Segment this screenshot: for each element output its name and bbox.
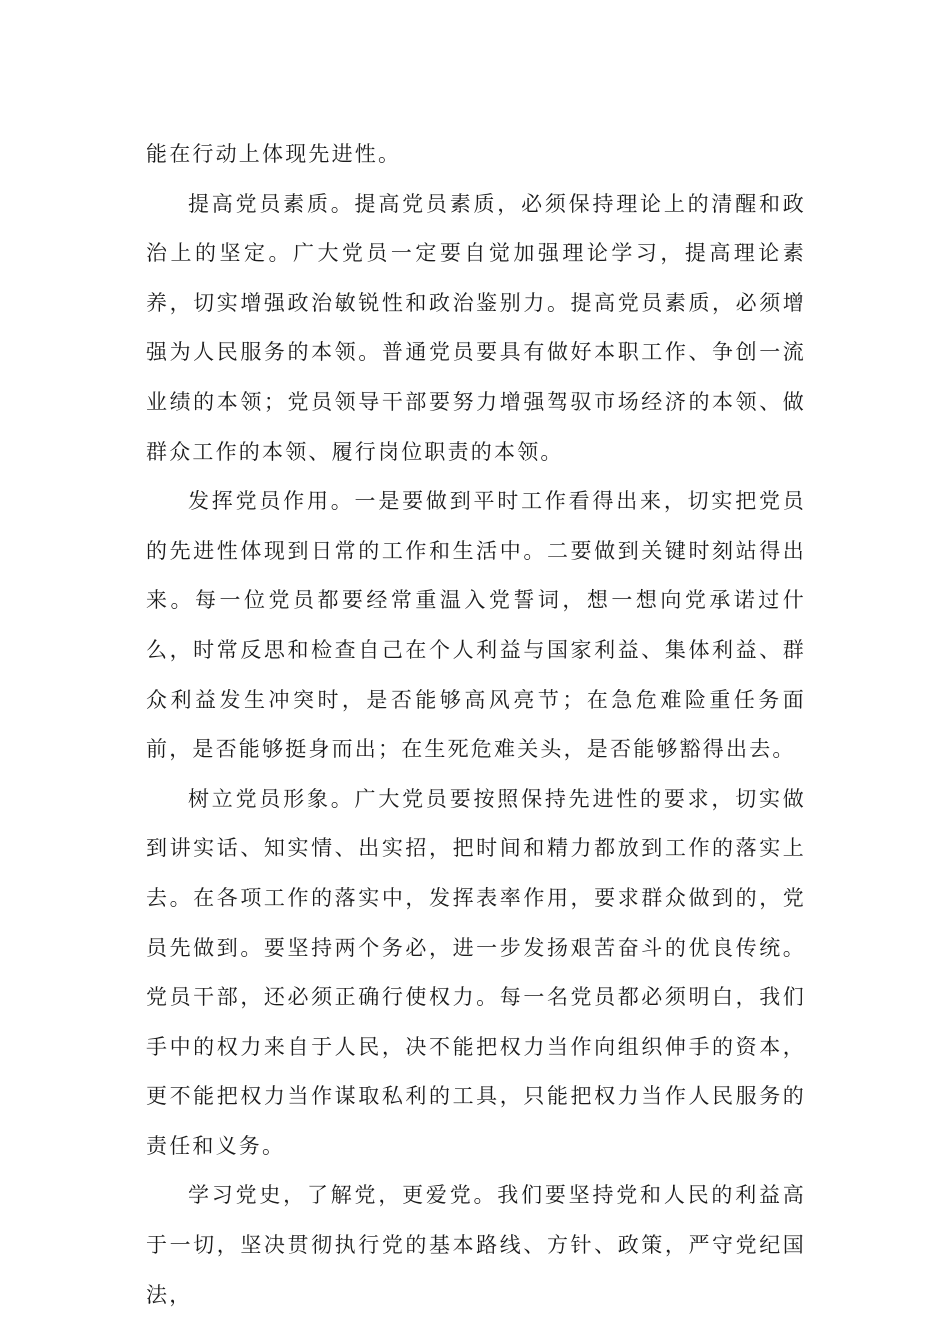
paragraph-study-history: 学习党史，了解党，更爱党。我们要坚持党和人民的利益高于一切，坚决贯彻执行党的基本路线、方针、政策，严守党纪国法， bbox=[146, 1183, 806, 1307]
paragraph-continuation: 能在行动上体现先进性。 bbox=[146, 142, 402, 166]
paragraph-improve-quality: 提高党员素质。提高党员素质，必须保持理论上的清醒和政治上的坚定。广大党员一定要自觉加强理论学习，提高理论素养，切实增强政治敏锐性和政治鉴别力。提高党员素质，必须增强为人民服务的本领。普通党员要具有做好本职工作、争创一流业绩的本领；党员领导干部要努力增强驾驭市场经济的本领、做群众工作的本领、履行岗位职责的本领。 bbox=[146, 191, 806, 464]
paragraph-play-role: 发挥党员作用。一是要做到平时工作看得出来，切实把党员的先进性体现到日常的工作和生活中。二要做到关键时刻站得出来。每一位党员都要经常重温入党誓词，想一想向党承诺过什么，时常反思和检查自己在个人利益与国家利益、集体利益、群众利益发生冲突时，是否能够高风亮节；在急危难险重任务面前，是否能够挺身而出；在生死危难关头，是否能够豁得出去。 bbox=[146, 489, 806, 762]
paragraph-establish-image: 树立党员形象。广大党员要按照保持先进性的要求，切实做到讲实话、知实情、出实招，把时间和精力都放到工作的落实上去。在各项工作的落实中，发挥表率作用，要求群众做到的，党员先做到。要坚持两个务必，进一步发扬艰苦奋斗的优良传统。党员干部，还必须正确行使权力。每一名党员都必须明白，我们手中的权力来自于人民，决不能把权力当作向组织伸手的资本，更不能把权力当作谋取私利的工具，只能把权力当作人民服务的责任和义务。 bbox=[146, 786, 806, 1158]
document-body bbox=[146, 130, 806, 1320]
